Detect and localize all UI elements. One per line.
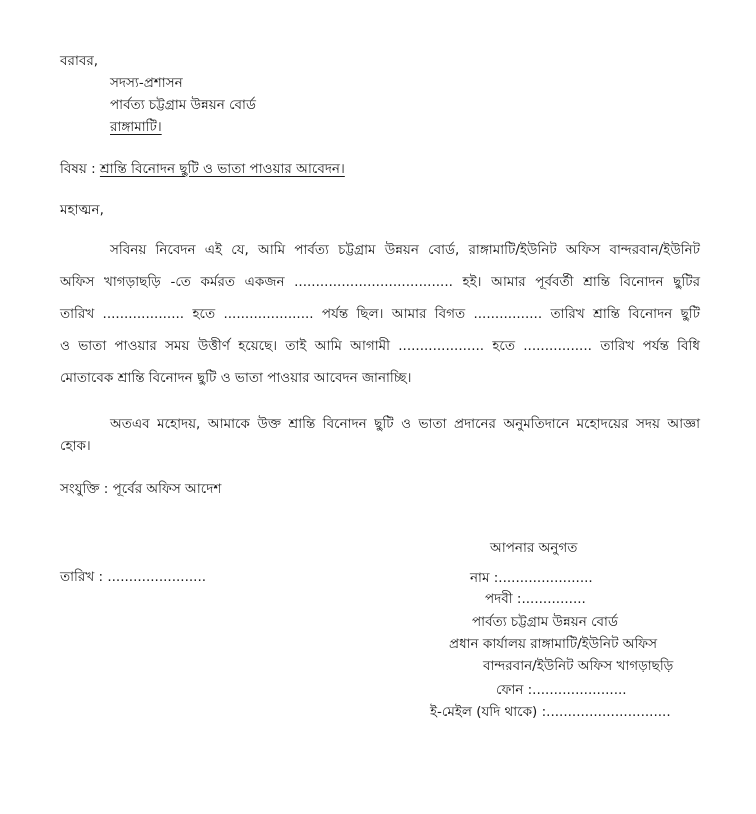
attachment: সংযুক্তি : পূর্বের অফিস আদেশ bbox=[60, 481, 222, 497]
salutation-to: বরাবর, bbox=[60, 53, 99, 69]
greeting: মহাত্মন, bbox=[60, 202, 104, 218]
paragraph-line: হোক। bbox=[60, 438, 91, 454]
signature-office: প্রধান কার্যালয় রাঙ্গামাটি/ইউনিট অফিস bbox=[449, 636, 658, 652]
date-field: তারিখ : ....................... bbox=[60, 569, 207, 585]
paragraph-line: তারিখ ................... হতে ..................... পর্যন্ত ছিল। আমার বিগত ................ তারিখ শ্রান্তি বিনোদন ছুটি bbox=[60, 306, 700, 322]
signature-closing: আপনার অনুগত bbox=[490, 540, 578, 556]
paragraph-line: অতএব মহোদয়, আমাকে উক্ত শ্রান্তি বিনোদন ছুটি ও ভাতা প্রদানের অনুমতিদানে মহোদয়ের সদয় আজ্ঞা bbox=[110, 416, 700, 432]
subject-label: বিষয় : bbox=[60, 161, 96, 177]
paragraph-line: মোতাবেক শ্রান্তি বিনোদন ছুটি ও ভাতা পাওয়ার আবেদন জানাচ্ছি। bbox=[60, 370, 412, 386]
paragraph-line: অফিস খাগড়াছড়ি -তে কর্মরত একজন ..................................... হই। আমার পূর্ববর্তী শ্রান্তি বিনোদন ছুটির bbox=[60, 274, 700, 290]
signature-organization: পার্বত্য চট্টগ্রাম উন্নয়ন বোর্ড bbox=[472, 614, 618, 630]
paragraph-line: ও ভাতা পাওয়ার সময় উত্তীর্ণ হয়েছে। তাই আমি আগামী .................... হতে ................ তারিখ পর্যন্ত বিধি bbox=[60, 338, 700, 354]
email-field: ই-মেইল (যদি থাকে) :............................. bbox=[430, 704, 671, 720]
paragraph-line: সবিনয় নিবেদন এই যে, আমি পার্বত্য চট্টগ্রাম উন্নয়ন বোর্ড, রাঙ্গামাটি/ইউনিট অফিস বান্দরবান/ইউনিট bbox=[110, 242, 700, 258]
recipient-location: রাঙ্গামাটি। bbox=[110, 119, 162, 135]
recipient-designation: সদস্য-প্রশাসন bbox=[110, 75, 183, 91]
name-field: নাম :...................... bbox=[470, 570, 593, 586]
designation-field: পদবী :............... bbox=[485, 591, 586, 607]
subject-line bbox=[60, 160, 345, 178]
phone-field: ফোন :...................... bbox=[496, 682, 627, 698]
recipient-organization: পার্বত্য চট্টগ্রাম উন্নয়ন বোর্ড bbox=[110, 97, 256, 113]
subject-text: শ্রান্তি বিনোদন ছুটি ও ভাতা পাওয়ার আবেদন। bbox=[99, 161, 345, 177]
signature-office-units: বান্দরবান/ইউনিট অফিস খাগড়াছড়ি bbox=[483, 658, 674, 674]
